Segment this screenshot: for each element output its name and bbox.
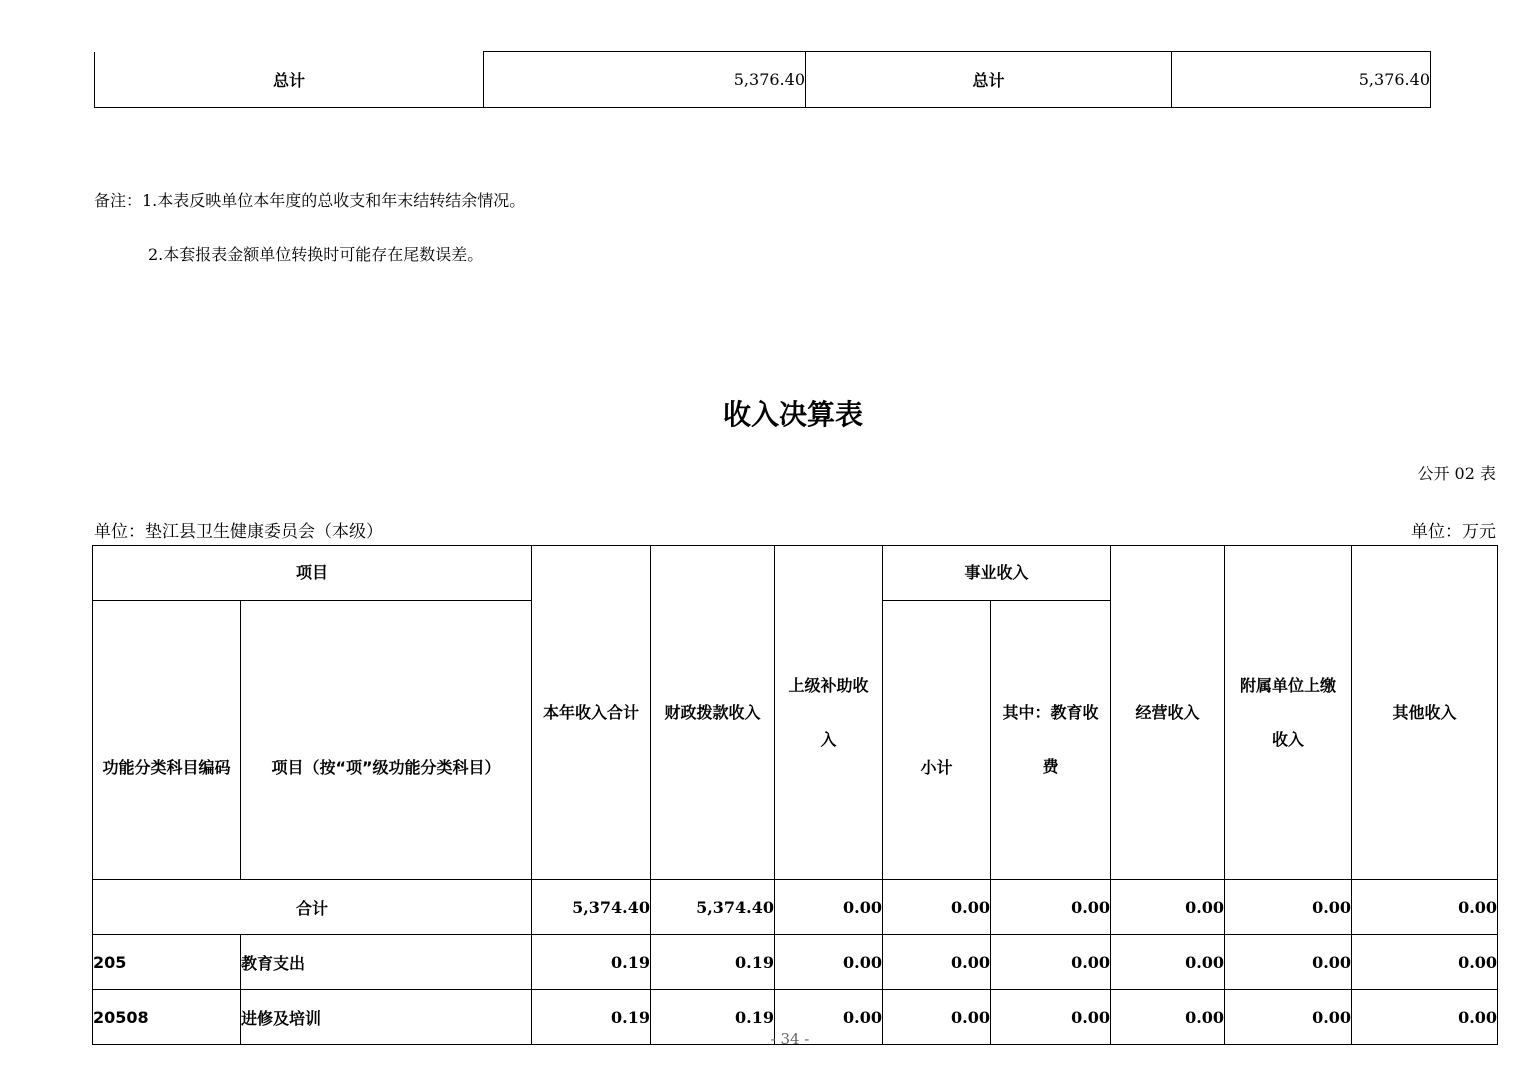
row-cell: 0.00 (775, 935, 883, 990)
row-cell: 0.19 (532, 935, 651, 990)
header-total: 本年收入合计 (532, 546, 651, 880)
total-value-left: 5,376.40 (484, 52, 806, 108)
row-cell: 0.19 (651, 935, 775, 990)
total-cell: 0.00 (1225, 880, 1352, 935)
note-2: 2.本套报表金额单位转换时可能存在尾数误差。 (148, 245, 484, 264)
header-row-1 (93, 546, 1498, 601)
form-number: 公开 02 表 (1417, 464, 1496, 483)
summary-total-row (95, 52, 1431, 108)
header-upper-subsidy: 上级补助收入 (775, 546, 883, 880)
row-cell: 0.00 (1225, 990, 1352, 1045)
row-cell: 0.00 (775, 990, 883, 1045)
row-cell: 0.19 (532, 990, 651, 1045)
row-cell: 0.00 (991, 935, 1111, 990)
row-cell: 0.00 (1352, 935, 1498, 990)
row-cell: 0.00 (1111, 935, 1225, 990)
row-code: 205 (93, 935, 241, 990)
unit-currency: 单位：万元 (1411, 522, 1496, 542)
row-cell: 0.00 (883, 935, 991, 990)
header-education-fee: 其中：教育收费 (991, 601, 1111, 880)
header-operating-income: 经营收入 (1111, 546, 1225, 880)
row-cell: 0.00 (1352, 990, 1498, 1045)
header-business-income: 事业收入 (883, 546, 1111, 601)
page-number: - 34 - (770, 1030, 810, 1048)
total-cell: 0.00 (1111, 880, 1225, 935)
row-code: 20508 (93, 990, 241, 1045)
total-cell: 0.00 (1352, 880, 1498, 935)
header-subtotal: 小计 (883, 601, 991, 880)
row-cell: 0.00 (1225, 935, 1352, 990)
header-item-name: 项目（按“项”级功能分类科目） (241, 601, 532, 880)
row-cell: 0.00 (883, 990, 991, 1045)
total-row (93, 880, 1498, 935)
total-label-left: 总计 (95, 52, 484, 108)
total-cell: 0.00 (775, 880, 883, 935)
header-affiliated-income: 附属单位上缴收入 (1225, 546, 1352, 880)
total-cell: 5,374.40 (532, 880, 651, 935)
summary-total-table (94, 51, 1431, 108)
row-cell: 0.00 (1111, 990, 1225, 1045)
total-cell: 0.00 (991, 880, 1111, 935)
total-cell: 5,374.40 (651, 880, 775, 935)
total-value-right: 5,376.40 (1172, 52, 1431, 108)
page-title: 收入决算表 (722, 398, 863, 431)
total-label-right: 总计 (806, 52, 1172, 108)
total-cell: 0.00 (883, 880, 991, 935)
unit-organization: 单位：垫江县卫生健康委员会（本级） (94, 522, 383, 542)
header-fiscal: 财政拨款收入 (651, 546, 775, 880)
header-other-income: 其他收入 (1352, 546, 1498, 880)
row-cell: 0.00 (991, 990, 1111, 1045)
row-cell: 0.19 (651, 990, 775, 1045)
total-row-label: 合计 (93, 880, 532, 935)
note-1: 备注：1.本表反映单位本年度的总收支和年末结转结余情况。 (94, 191, 526, 210)
table-row (93, 935, 1498, 990)
row-name: 进修及培训 (241, 990, 532, 1045)
header-project: 项目 (93, 546, 532, 601)
income-table (92, 545, 1498, 1045)
header-code: 功能分类科目编码 (93, 601, 241, 880)
row-name: 教育支出 (241, 935, 532, 990)
